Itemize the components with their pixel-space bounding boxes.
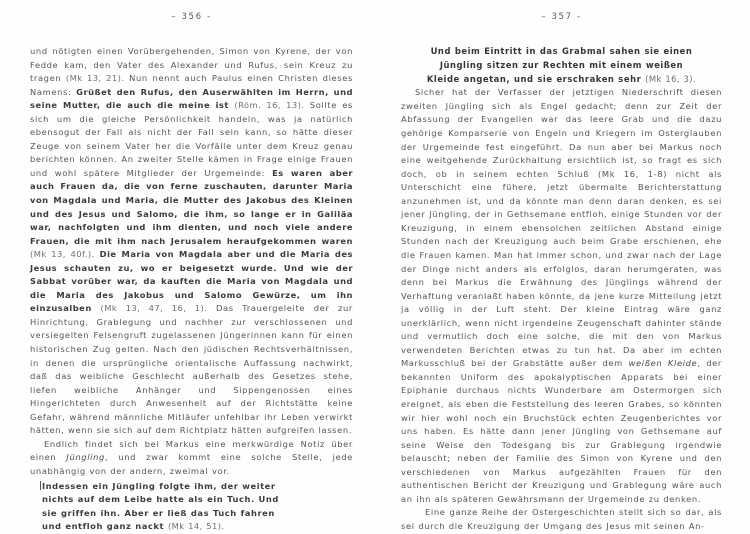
quote-line <box>42 520 353 534</box>
paragraph-p2 <box>30 438 353 479</box>
page-left <box>0 0 375 533</box>
body-text-run: und nötigten einen Vorübergehenden, Simon von Kyrene, der von Fedde kam, den Vater des Alexander und Rufus, sein Kreuz zu tragen <box>30 46 353 84</box>
body-text-run: Das Trauergeleite der zur Hinrichtung, Grablegung und nachher zur verschlossenen und versiegelten Felsengruft zugelassenen Jüngerinnen kann für einen historischen Zug gelten. Nach den jüdischen Rechtsverhältnissen, in denen die ursprüngliche orientalische Auffassung nachwirkt, daß das weibliche Geschlecht außerhalb des Gesetzes stehe, liefen weibliche Anhänger und Sippengenossen eines Hingerichteten durch Anwesenheit auf der Richtstätte keine Gefahr, während männliche Mitläufer unfehlbar ihr Leben verwirkt hätten, wenn sie sich auf dem Richtplatz hätten aufgreifen lassen. <box>30 303 353 436</box>
right-column-body <box>401 45 722 533</box>
quote-block <box>30 480 353 534</box>
quote-tick-mark <box>40 481 41 490</box>
center-quote-line-text: Kleide angetan, und sie erschraken sehr <box>426 73 642 84</box>
quote-line: sie griffen ihn. Aber er ließ das Tuch fahren <box>42 507 275 518</box>
body-text-run: Sicher hat der Verfasser der jetztigen Niederschrift diesen zweiten Jüngling sich als Engel gedacht; denn zur Zeit der Abfassung der Evangelien war das leere Grab und die dazu gehörige Komparserie von Engeln und Kriegern im Osterglauben der Urgemeinde fest eingeführt. Da nun aber bei Markus noch eine weitgehende Zurückhaltung ersichtlich ist, so fragt es sich doch, ob in seinem echten Schluß (Mk 16, 1-8) nicht als Unterschicht eine fühere, jetzt übermalte Berichterstattung anzunehmen ist, und da könnte man denn daran denken, es sei jener Jüngling, der in Gethsemane entfloh, einige Stunden vor der Kreuzigung, in einem ebensolchen zeitlichen Abstand einige Stunden nach der Kreuzigung auch beim Grabe erschienen, ehe die Frauen kamen. Man hat immer schon, und zwar nach der Lage der Dinge nicht anders als erfolglos, daran herumgeraten, was denn bei Markus die Erwähnung des Jünglings während der Verhaftung veranlaßt haben könnte, da jene kurze Mitteilung jetzt ja völlig in der Luft steht. Der kleine Eintrag wäre ganz unerklärlich, wenn nicht irgendeine Zeugenschaft dahinter stände und vermutlich doch eine solche, die mit den von Markus verwendeten Berichten etwas zu tun hat. Da aber im echten Markusschluß bei der Grabstätte außer dem <box>401 87 722 369</box>
page-number-right: – 357 - <box>541 12 582 22</box>
center-quote-line: Jüngling sitzen zur Rechten mit einem weißen <box>439 59 684 70</box>
body-text-run: , und zwar kommt eine solche Stelle, jede unabhängig von der andern, zweimal vor. <box>30 452 353 476</box>
scripture-citation: (Mk 13, 40f.). <box>30 249 95 260</box>
body-text-run: , der bekannten Uniform des apokalyptischen Apparats bei einer Epiphanie durchaus nichts Wunderbare am Ostermorgen sich ereignet, als eben die Feststellung des leeren Grabes, so könnten wir hier wohl noch ein Bruchstück echten Zeugenberichtes vor uns haben. Es hätte dann jener Jüngling von Gethsemane auf seine Weise den Todesgang bis zur Grablegung irgendwie belauscht; neben der Familie des Simon von Kyrene und den verschiedenen von Markus aufgezählten Frauen für den authentischen Bericht der Kreuzigung und Grablegung wäre auch an ihn als späteren Gewährsmann der Urgemeinde zu denken. <box>401 358 722 504</box>
scripture-quote: Die Maria von Magdala aber und die Maria des Jesus schauten zu, wo er beigesetzt wurde. Und wie der Sabbat vorüber war, da kauften die Maria von Magdala und die Maria des Jakobus und Salomo Gewürze, um ihn einzusalben <box>30 249 354 314</box>
body-text-run: Nun nennt auch Paulus einen Christen dieses Namens: <box>30 73 353 97</box>
quote-line: nichts auf dem Leibe hatte als ein Tuch. Und <box>42 494 279 505</box>
center-quote-citation: (Mk 16, 3). <box>645 73 697 84</box>
center-quote-block <box>401 45 722 86</box>
scripture-quote: Es waren aber auch Frauen da, die von ferne zuschauten, darunter Maria von Magdala und Maria, die Mutter des Jakobus des Kleinen und des Jesus und Salomo, die ihm, so lange er in Galiläa war, nachfolgten und ihm dienten, und noch viele andere Frauen, die mit ihm nach Jerusalem heraufgekommen waren <box>30 167 353 246</box>
scripture-citation: (Röm. 16, 13). <box>234 100 305 111</box>
paragraph-rp1 <box>401 86 722 506</box>
page-right <box>375 0 750 533</box>
quote-citation: (Mk 14, 51). <box>167 521 225 532</box>
emphasis-term: weißen Kleide <box>628 358 698 369</box>
quote-line: Indessen ein Jüngling folgte ihm, der weiter <box>42 480 276 491</box>
emphasis-term: Jüngling <box>66 452 105 463</box>
quote-line-text: und entfloh ganz nackt <box>42 521 165 532</box>
body-text-run: Endlich findet sich bei Markus eine merkwürdige Notiz über einen <box>30 438 353 463</box>
left-column-body <box>30 45 353 534</box>
center-quote-line: Und beim Eintritt in das Grabmal sahen sie einen <box>430 46 693 56</box>
body-text-run: Sollte es sich um die gleiche Persönlichkeit handeln, was ja natürlich ebensogut der Fall als nicht der Fall sein kann, so hätte dieser Zeuge von seinem Vater her die Vorfälle unter dem Kreuz genau berichten können. An zweiter Stelle kämen in Frage einige Frauen und wohl spätere Mitglieder der Urgemeinde: <box>30 100 354 178</box>
scripture-citation: (Mk 13, 47, 16, 1). <box>100 303 208 314</box>
scripture-citation: (Mk 13, 21). <box>65 73 125 84</box>
paragraph-p1 <box>30 45 353 438</box>
center-quote-line <box>401 73 722 87</box>
page-number-left: – 356 - <box>171 12 212 22</box>
paragraph-rp2 <box>401 506 722 533</box>
body-text-run: Eine ganze Reihe der Ostergeschichten stellt sich so dar, als sei durch die Kreuzigung der Umgang des Jesus mit seinen An- <box>401 507 722 531</box>
scripture-quote: Grüßet den Rufus, den Auserwählten im Herrn, und seine Mutter, die auch die meine ist <box>30 86 353 111</box>
